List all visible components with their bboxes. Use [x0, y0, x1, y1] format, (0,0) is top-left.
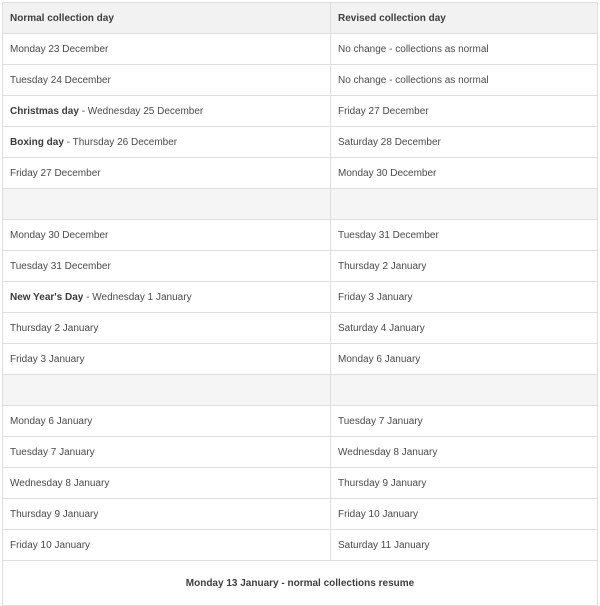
normal-day-text: - Wednesday 1 January: [83, 291, 192, 303]
normal-day-text: Tuesday 24 December: [10, 74, 111, 86]
normal-day-text: Monday 23 December: [10, 43, 109, 55]
revised-day-cell: Friday 3 January: [331, 282, 598, 313]
holiday-name: Christmas day: [10, 105, 79, 117]
normal-day-cell: [3, 282, 331, 313]
normal-day-text: - Thursday 26 December: [63, 136, 178, 148]
empty-cell: [3, 189, 331, 220]
normal-day-text: Wednesday 8 January: [10, 477, 110, 489]
normal-day-cell: [3, 437, 331, 468]
normal-day-text: Tuesday 7 January: [10, 446, 95, 458]
normal-day-text: Tuesday 31 December: [10, 260, 111, 272]
table-row: [3, 499, 598, 530]
normal-day-text: Friday 27 December: [10, 167, 101, 179]
normal-day-cell: [3, 65, 331, 96]
normal-day-text: Friday 10 January: [10, 539, 91, 551]
table-row: [3, 530, 598, 561]
normal-day-cell: [3, 127, 331, 158]
normal-day-cell: [3, 406, 331, 437]
revised-day-cell: Monday 6 January: [331, 344, 598, 375]
revised-day-cell: Thursday 2 January: [331, 251, 598, 282]
normal-day-cell: [3, 499, 331, 530]
revised-day-cell: Saturday 4 January: [331, 313, 598, 344]
table-row: [3, 344, 598, 375]
normal-day-text: Friday 3 January: [10, 353, 85, 365]
normal-day-cell: [3, 220, 331, 251]
header-revised-collection-day: Revised collection day: [331, 3, 598, 34]
holiday-name: Boxing day: [10, 136, 64, 148]
normal-day-text: Monday 6 January: [10, 415, 93, 427]
table-row: [3, 65, 598, 96]
normal-day-cell: [3, 96, 331, 127]
resume-notice: Monday 13 January - normal collections resume: [3, 561, 598, 606]
revised-day-cell: No change - collections as normal: [331, 34, 598, 65]
normal-day-text: Thursday 9 January: [10, 508, 99, 520]
table-spacer-row: [3, 375, 598, 406]
revised-day-cell: Monday 30 December: [331, 158, 598, 189]
table-header-row: [3, 3, 598, 34]
table-row: [3, 96, 598, 127]
normal-day-cell: [3, 313, 331, 344]
collection-schedule-table: [2, 2, 598, 606]
normal-day-text: - Wednesday 25 December: [78, 105, 204, 117]
revised-day-cell: No change - collections as normal: [331, 65, 598, 96]
normal-day-cell: [3, 530, 331, 561]
normal-day-cell: [3, 158, 331, 189]
normal-day-cell: [3, 34, 331, 65]
empty-cell: [3, 375, 331, 406]
table-row: [3, 406, 598, 437]
table-row: [3, 34, 598, 65]
table-row: [3, 313, 598, 344]
table-row: [3, 158, 598, 189]
table-row: [3, 437, 598, 468]
table-row: [3, 251, 598, 282]
empty-cell: [331, 189, 598, 220]
revised-day-cell: Friday 27 December: [331, 96, 598, 127]
normal-day-text: Monday 30 December: [10, 229, 109, 241]
table-row: [3, 282, 598, 313]
empty-cell: [331, 375, 598, 406]
table-row: [3, 127, 598, 158]
table-footer-row: [3, 561, 598, 606]
normal-day-cell: [3, 344, 331, 375]
revised-day-cell: Saturday 28 December: [331, 127, 598, 158]
table-row: [3, 468, 598, 499]
revised-day-cell: Saturday 11 January: [331, 530, 598, 561]
header-normal-collection-day: Normal collection day: [3, 3, 331, 34]
table-spacer-row: [3, 189, 598, 220]
table-row: [3, 220, 598, 251]
revised-day-cell: Tuesday 7 January: [331, 406, 598, 437]
revised-day-cell: Wednesday 8 January: [331, 437, 598, 468]
normal-day-text: Thursday 2 January: [10, 322, 99, 334]
revised-day-cell: Tuesday 31 December: [331, 220, 598, 251]
revised-day-cell: Thursday 9 January: [331, 468, 598, 499]
holiday-name: New Year's Day: [10, 291, 84, 303]
revised-day-cell: Friday 10 January: [331, 499, 598, 530]
normal-day-cell: [3, 251, 331, 282]
normal-day-cell: [3, 468, 331, 499]
